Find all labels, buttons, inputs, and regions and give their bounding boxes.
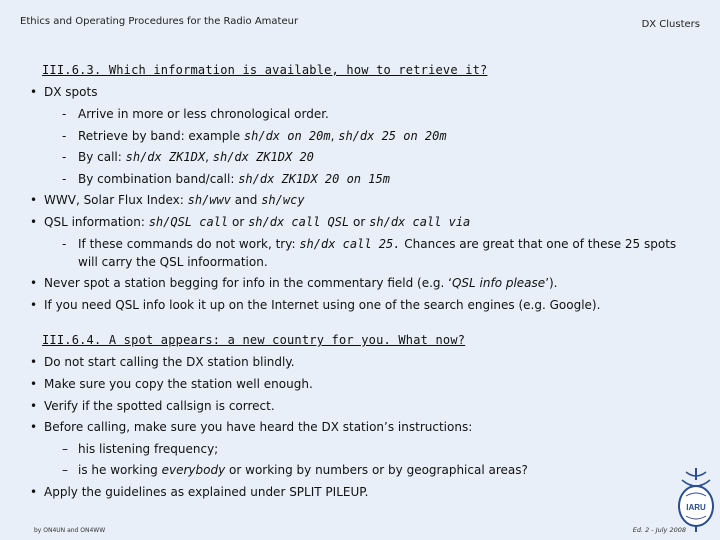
sub-qsl-fallback: - If these commands do not work, try: sh/dx call 25. Chances are great that one of these 25 spots [62,237,677,251]
sub-by-call: - By call: sh/dx ZK1DX, sh/dx ZK1DX 20 [62,150,314,164]
bullet-before-calling: • Before calling, make sure you have heard the DX station’s instructions: [30,420,473,434]
bullet-wwv: • WWV, Solar Flux Index: sh/wwv and sh/wcy [30,193,305,207]
dash-icon: - [62,150,67,164]
bullet-icon: • [30,215,38,229]
section-title-2: III.6.4. A spot appears: a new country for you. What now? [42,333,466,347]
dash-icon: - [62,237,67,251]
dash-icon: – [62,463,68,477]
sub-by-combination: - By combination band/call: sh/dx ZK1DX 20 on 15m [62,172,390,186]
bullet-icon: • [30,485,38,499]
bullet-never-spot: • Never spot a station begging for info in the commentary field (e.g. ‘QSL info please’). [30,276,558,290]
section-title-1: III.6.3. Which information is available, how to retrieve it? [42,63,488,77]
sub-by-band: - Retrieve by band: example sh/dx on 20m, sh/dx 25 on 20m [62,129,447,143]
bullet-icon: • [30,399,38,413]
bullet-copy-station: • Make sure you copy the station well enough. [30,377,313,391]
bullet-icon: • [30,377,38,391]
sub-listening-frequency: – his listening frequency; [62,442,219,456]
bullet-lookup-internet: • If you need QSL info look it up on the Internet using one of the search engines (e.g. Google). [30,298,601,312]
iaru-logo-icon [676,466,716,532]
bullet-do-not-call-blindly: • Do not start calling the DX station blindly. [30,355,295,369]
bullet-icon: • [30,298,38,312]
sub-working-by: – is he working everybody or working by numbers or by geographical areas? [62,463,528,477]
bullet-verify-callsign: • Verify if the spotted callsign is correct. [30,399,275,413]
footer-authors: by ON4UN and ON4WW [34,527,106,534]
bullet-dx-spots: • DX spots [30,85,98,99]
dash-icon: - [62,172,67,186]
bullet-qsl: • QSL information: sh/QSL call or sh/dx call QSL or sh/dx call via [30,215,471,229]
footer-edition: Ed. 2 - July 2008 [632,526,686,534]
bullet-icon: • [30,420,38,434]
bullet-icon: • [30,85,38,99]
bullet-apply-guidelines: • Apply the guidelines as explained under SPLIT PILEUP. [30,485,369,499]
dash-icon: – [62,442,68,456]
iaru-logo-text: IARU [686,503,706,512]
header-right-title: DX Clusters [641,19,700,30]
bullet-icon: • [30,276,38,290]
sub-qsl-fallback-line2: will carry the QSL infoormation. [78,255,268,269]
dash-icon: - [62,107,67,121]
sub-chronological: - Arrive in more or less chronological order. [62,107,329,121]
dash-icon: - [62,129,67,143]
bullet-icon: • [30,355,38,369]
header-left-title: Ethics and Operating Procedures for the Radio Amateur [20,16,299,27]
bullet-icon: • [30,193,38,207]
